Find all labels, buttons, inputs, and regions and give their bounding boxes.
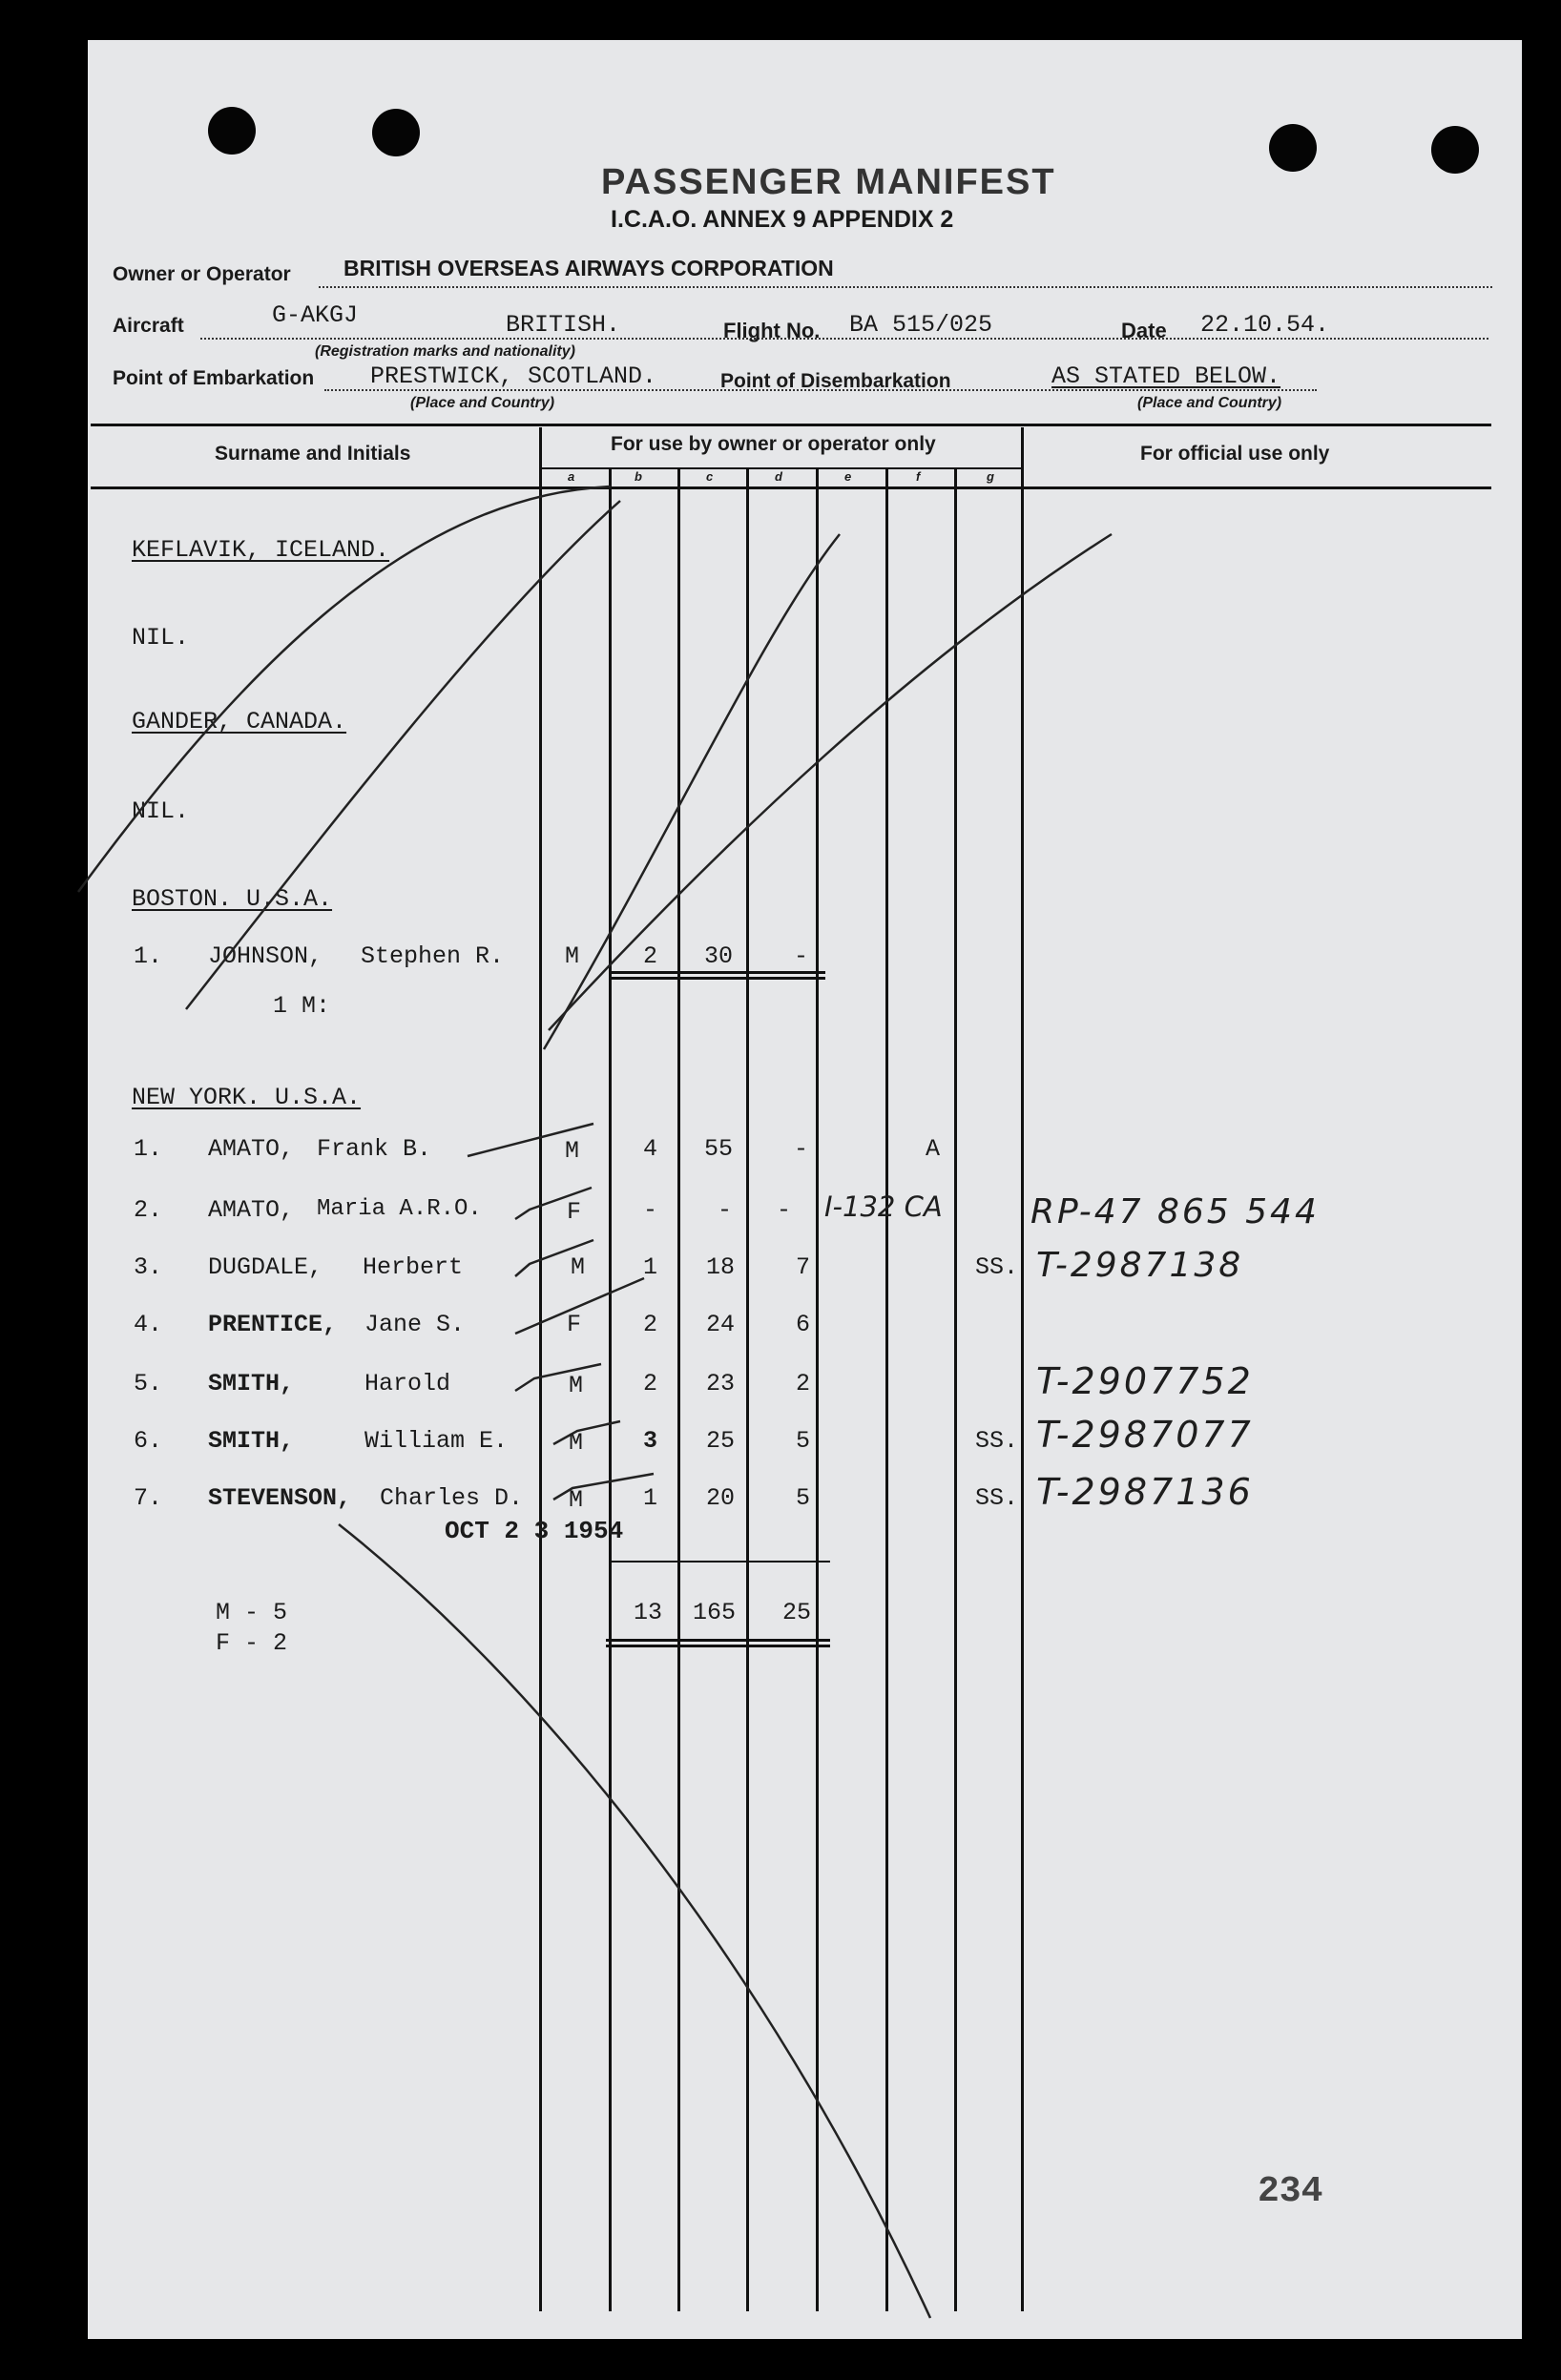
row-no: 6.	[134, 1427, 163, 1455]
date-label: Date	[1121, 319, 1167, 342]
surname-column-header: Surname and Initials	[215, 443, 411, 465]
row-f: A	[926, 1135, 941, 1163]
row-c: 20	[706, 1484, 736, 1512]
row-surname: AMATO,	[208, 1196, 295, 1224]
col-divider	[1021, 427, 1024, 2311]
totals-top-rule	[611, 1561, 830, 1563]
date-stamp: OCT 2 3 1954	[445, 1517, 624, 1545]
col-divider	[885, 469, 888, 2311]
row-b: 2	[643, 1311, 658, 1338]
row-no: 7.	[134, 1484, 163, 1512]
row-e-handwritten: I-132 CA	[824, 1190, 943, 1223]
embarkation-value: PRESTWICK, SCOTLAND.	[370, 362, 657, 390]
row-surname: SMITH,	[208, 1370, 295, 1397]
row-c: -	[718, 1196, 733, 1224]
row-c: 55	[704, 1135, 734, 1163]
row-b: 4	[643, 1135, 658, 1163]
boston-row-a: M	[565, 942, 580, 970]
row-d: 5	[796, 1484, 811, 1512]
row-b: 3	[643, 1427, 658, 1455]
row-surname: SMITH,	[208, 1427, 295, 1455]
row-given: Herbert	[363, 1253, 464, 1281]
row-no: 3.	[134, 1253, 163, 1281]
row-no: 5.	[134, 1370, 163, 1397]
row-official-handwritten: RP-47 865 544	[1030, 1192, 1320, 1231]
total-b: 13	[634, 1599, 663, 1626]
punch-hole-icon	[1431, 126, 1479, 174]
boston-row-c: 30	[704, 942, 734, 970]
row-surname: DUGDALE,	[208, 1253, 323, 1281]
row-d: -	[777, 1196, 792, 1224]
row-g: SS.	[975, 1253, 1019, 1281]
col-f-label: f	[916, 469, 921, 484]
row-given: Frank B.	[317, 1135, 432, 1163]
row-a: F	[567, 1311, 582, 1338]
row-g: SS.	[975, 1427, 1019, 1455]
row-d: 5	[796, 1427, 811, 1455]
row-official-handwritten: T-2987138	[1036, 1246, 1244, 1285]
form-subtitle: I.C.A.O. ANNEX 9 APPENDIX 2	[611, 206, 954, 233]
col-a-label: a	[568, 469, 575, 484]
boston-row-given: Stephen R.	[361, 942, 505, 970]
row-c: 18	[706, 1253, 736, 1281]
row-no: 1.	[134, 1135, 163, 1163]
boston-total-rule	[611, 971, 825, 974]
row-d: 2	[796, 1370, 811, 1397]
row-c: 23	[706, 1370, 736, 1397]
aircraft-note: (Registration marks and nationality)	[315, 343, 575, 360]
row-official-handwritten: T-2987077	[1036, 1414, 1254, 1456]
row-given: Harold	[364, 1370, 451, 1397]
summary-female: F - 2	[216, 1629, 288, 1657]
boston-row-b: 2	[643, 942, 658, 970]
section-boston: BOSTON. U.S.A.	[132, 885, 333, 913]
row-a: M	[569, 1429, 584, 1457]
row-d: 7	[796, 1253, 811, 1281]
row-given: Maria A.R.O.	[317, 1196, 482, 1222]
owner-label: Owner or Operator	[113, 263, 291, 285]
col-divider	[677, 469, 680, 2311]
boston-row-no: 1.	[134, 942, 163, 970]
col-divider	[746, 469, 749, 2311]
boston-row-surname: JOHNSON,	[208, 942, 323, 970]
row-c: 25	[706, 1427, 736, 1455]
row-b: 1	[643, 1484, 658, 1512]
owner-value: BRITISH OVERSEAS AIRWAYS CORPORATION	[343, 256, 834, 280]
row-no: 2.	[134, 1196, 163, 1224]
table-header-rule	[91, 486, 1491, 489]
row-surname: STEVENSON,	[208, 1484, 352, 1512]
embarkation-note: (Place and Country)	[410, 395, 555, 411]
col-divider	[954, 469, 957, 2311]
row-a: M	[565, 1137, 580, 1165]
owner-use-column-header: For use by owner or operator only	[611, 433, 936, 455]
row-c: 24	[706, 1311, 736, 1338]
owner-line	[319, 286, 1492, 288]
date-value: 22.10.54.	[1200, 311, 1330, 339]
total-d: 25	[782, 1599, 812, 1626]
section-keflavik: KEFLAVIK, ICELAND.	[132, 536, 390, 564]
row-b: 2	[643, 1370, 658, 1397]
page-number: 234	[1258, 2171, 1323, 2212]
col-g-label: g	[987, 469, 994, 484]
embarkation-label: Point of Embarkation	[113, 367, 315, 389]
row-a: F	[567, 1198, 582, 1226]
row-b: -	[643, 1196, 658, 1224]
row-surname: PRENTICE,	[208, 1311, 338, 1338]
row-a: M	[571, 1253, 586, 1281]
col-divider	[816, 469, 819, 2311]
aircraft-registration: G-AKGJ	[272, 301, 359, 329]
col-d-label: d	[775, 469, 782, 484]
total-c: 165	[693, 1599, 737, 1626]
punch-hole-icon	[1269, 124, 1317, 172]
summary-male: M - 5	[216, 1599, 288, 1626]
row-surname: AMATO,	[208, 1135, 295, 1163]
disembarkation-note: (Place and Country)	[1137, 395, 1282, 411]
row-d: -	[794, 1135, 809, 1163]
official-use-column-header: For official use only	[1140, 443, 1330, 465]
col-b-label: b	[635, 469, 642, 484]
col-e-label: e	[844, 469, 852, 484]
row-g: SS.	[975, 1484, 1019, 1512]
row-official-handwritten: T-2987136	[1036, 1471, 1254, 1513]
disembarkation-label: Point of Disembarkation	[720, 370, 951, 392]
row-given: William E.	[364, 1427, 509, 1455]
punch-hole-icon	[372, 109, 420, 156]
row-official-handwritten: T-2907752	[1036, 1360, 1254, 1402]
form-title: PASSENGER MANIFEST	[601, 162, 1056, 202]
row-given: Charles D.	[380, 1484, 524, 1512]
flight-value: BA 515/025	[849, 311, 993, 339]
row-a: M	[569, 1486, 584, 1514]
totals-bottom-rule	[606, 1639, 830, 1642]
keflavik-nil: NIL.	[132, 624, 190, 652]
gander-nil: NIL.	[132, 797, 190, 825]
punch-hole-icon	[208, 107, 256, 155]
table-top-rule	[91, 424, 1491, 426]
section-gander: GANDER, CANADA.	[132, 708, 347, 735]
aircraft-label: Aircraft	[113, 315, 184, 337]
boston-row-d: -	[794, 942, 809, 970]
row-given: Jane S.	[364, 1311, 466, 1338]
row-d: 6	[796, 1311, 811, 1338]
boston-total-rule	[611, 977, 825, 980]
row-no: 4.	[134, 1311, 163, 1338]
totals-bottom-rule	[606, 1645, 830, 1647]
row-b: 1	[643, 1253, 658, 1281]
col-divider	[539, 427, 542, 2311]
col-c-label: c	[706, 469, 714, 484]
boston-summary: 1 M:	[273, 992, 331, 1020]
flight-label: Flight No.	[723, 319, 821, 342]
aircraft-nationality: BRITISH.	[506, 311, 621, 339]
col-divider	[609, 469, 612, 2311]
disembarkation-value: AS STATED BELOW.	[1051, 362, 1281, 390]
row-a: M	[569, 1372, 584, 1399]
section-newyork: NEW YORK. U.S.A.	[132, 1084, 362, 1111]
